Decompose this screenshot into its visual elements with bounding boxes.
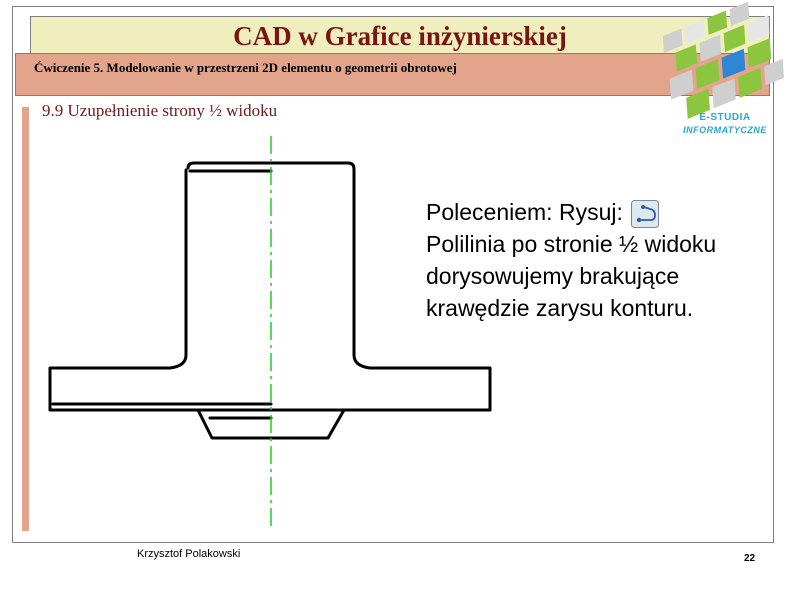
cad-drawing	[40, 130, 500, 530]
logo-text-informatyczne: INFORMATYCZNE	[683, 125, 767, 135]
slide-title: CAD w Grafice inżynierskiej	[233, 21, 567, 51]
instruction-line: krawędzie zarysu konturu.	[426, 295, 694, 321]
instruction-line: dorysowujemy brakujące	[426, 263, 680, 289]
hub-outline	[50, 163, 490, 410]
instruction-line-text: Poleceniem: Rysuj:	[426, 199, 623, 225]
instruction-line	[426, 196, 786, 228]
footer-author: Krzysztof Polakowski	[137, 548, 241, 560]
logo-text-estudia: E-STUDIA	[699, 112, 751, 123]
instruction-text	[426, 196, 786, 324]
side-accent-bar	[22, 107, 29, 531]
instruction-line: Polilinia po stronie ½ widoku	[426, 231, 717, 257]
page-number: 22	[744, 553, 756, 564]
section-heading: 9.9 Uzupełnienie strony ½ widoku	[42, 101, 278, 120]
polyline-icon	[631, 200, 659, 228]
slide-subtitle: Ćwiczenie 5. Modelowanie w przestrzeni 2D elementu o geometrii obrotowej	[34, 60, 457, 75]
